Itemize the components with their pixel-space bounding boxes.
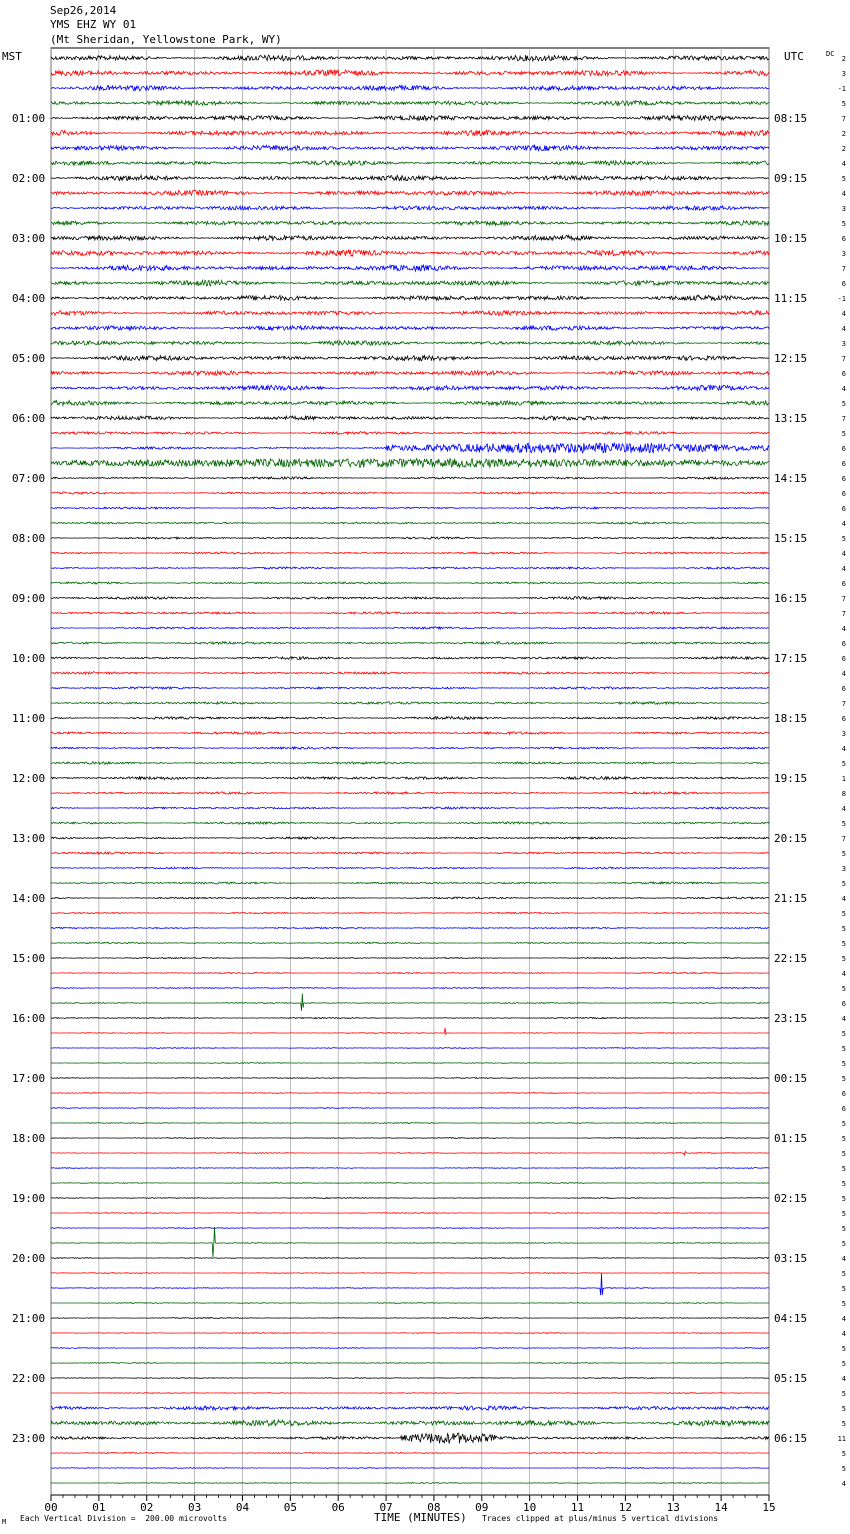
trace-row bbox=[51, 777, 769, 780]
trace-row bbox=[51, 1048, 769, 1049]
mst-hour-label: 10:00 bbox=[12, 652, 46, 665]
trace-row bbox=[51, 1406, 769, 1410]
dc-offset-label: 6 bbox=[841, 475, 846, 483]
trace-row bbox=[51, 1213, 769, 1214]
dc-offset-label: 6 bbox=[841, 1105, 846, 1113]
x-tick-label: 10 bbox=[523, 1501, 537, 1514]
dc-offset-label: 4 bbox=[841, 325, 846, 333]
trace-row bbox=[51, 1078, 769, 1079]
dc-offset-label: 4 bbox=[841, 805, 846, 813]
x-tick-label: 15 bbox=[762, 1501, 776, 1514]
trace-row bbox=[51, 762, 769, 764]
dc-offset-label: 5 bbox=[841, 850, 846, 858]
dc-offset-label: 5 bbox=[841, 910, 846, 918]
trace-row bbox=[51, 1274, 769, 1296]
trace-row bbox=[51, 190, 769, 196]
dc-offset-label: 4 bbox=[841, 1330, 846, 1338]
trace-row bbox=[51, 145, 769, 151]
trace-row bbox=[51, 822, 769, 824]
trace-row bbox=[51, 852, 769, 854]
trace-row bbox=[51, 807, 769, 809]
dc-offset-label: 5 bbox=[841, 535, 846, 543]
dc-offset-label: 7 bbox=[841, 700, 846, 708]
mst-hour-label: 07:00 bbox=[12, 472, 46, 485]
dc-offset-label: 5 bbox=[841, 1390, 846, 1398]
trace-row bbox=[51, 1108, 769, 1109]
dc-offset-label: 5 bbox=[841, 1360, 846, 1368]
mst-hour-label: 06:00 bbox=[12, 412, 46, 425]
utc-hour-label: 12:15 bbox=[774, 352, 808, 365]
trace-row bbox=[51, 250, 769, 256]
dc-offset-label: 2 bbox=[841, 145, 846, 153]
mst-hour-label: 19:00 bbox=[12, 1192, 46, 1205]
dc-offset-label: 3 bbox=[841, 340, 846, 348]
x-tick-label: 06 bbox=[331, 1501, 345, 1514]
trace-row bbox=[51, 1123, 769, 1124]
dc-offset-label: 5 bbox=[841, 1210, 846, 1218]
dc-offset-label: 4 bbox=[841, 550, 846, 558]
trace-row bbox=[51, 1452, 769, 1453]
dc-offset-label: 6 bbox=[841, 460, 846, 468]
dc-offset-label: 4 bbox=[841, 160, 846, 168]
station-code: YMS EHZ WY 01 bbox=[50, 18, 137, 31]
x-tick-label: 13 bbox=[666, 1501, 680, 1514]
trace-row bbox=[51, 1258, 769, 1259]
x-axis-title: TIME (MINUTES) bbox=[374, 1511, 467, 1524]
utc-hour-label: 05:15 bbox=[774, 1372, 808, 1385]
dc-offset-label: 7 bbox=[841, 610, 846, 618]
trace-row bbox=[51, 1333, 769, 1334]
trace-row bbox=[51, 537, 769, 539]
trace-row bbox=[51, 747, 769, 749]
x-tick-label: 07 bbox=[379, 1501, 393, 1514]
dc-offset-label: 5 bbox=[841, 400, 846, 408]
dc-offset-label: 6 bbox=[841, 235, 846, 243]
trace-row bbox=[51, 627, 769, 629]
dc-offset-label: 4 bbox=[841, 385, 846, 393]
right-timezone-label: UTC bbox=[784, 50, 804, 63]
x-tick-label: 05 bbox=[283, 1501, 297, 1514]
trace-row bbox=[51, 567, 769, 569]
utc-hour-label: 03:15 bbox=[774, 1252, 808, 1265]
x-tick-label: 04 bbox=[235, 1501, 250, 1514]
trace-row bbox=[51, 295, 769, 300]
dc-offset-label: 4 bbox=[841, 1255, 846, 1263]
trace-row bbox=[51, 702, 769, 705]
dc-offset-label: 5 bbox=[841, 1060, 846, 1068]
trace-row bbox=[51, 1183, 769, 1184]
trace-row bbox=[51, 85, 769, 90]
dc-offset-label: 6 bbox=[841, 445, 846, 453]
utc-hour-label: 02:15 bbox=[774, 1192, 808, 1205]
dc-offset-label: 6 bbox=[841, 580, 846, 588]
trace-row bbox=[51, 897, 769, 899]
dc-offset-label: 5 bbox=[841, 985, 846, 993]
trace-row bbox=[51, 642, 769, 645]
mst-hour-label: 22:00 bbox=[12, 1372, 46, 1385]
dc-offset-label: 5 bbox=[841, 1150, 846, 1158]
trace-row bbox=[51, 1378, 769, 1379]
trace-row bbox=[51, 582, 769, 584]
dc-offset-label: 5 bbox=[841, 1165, 846, 1173]
trace-row bbox=[51, 115, 769, 120]
mst-hour-label: 12:00 bbox=[12, 772, 46, 785]
trace-row bbox=[51, 175, 769, 180]
dc-offset-label: 4 bbox=[841, 970, 846, 978]
mst-hour-label: 23:00 bbox=[12, 1432, 46, 1445]
dc-offset-label: 6 bbox=[841, 640, 846, 648]
mst-hour-label: 11:00 bbox=[12, 712, 46, 725]
utc-hour-label: 13:15 bbox=[774, 412, 808, 425]
dc-offset-label: 7 bbox=[841, 265, 846, 273]
dc-offset-label: 5 bbox=[841, 430, 846, 438]
trace-row bbox=[51, 371, 769, 376]
trace-row bbox=[51, 867, 769, 869]
trace-row bbox=[51, 1303, 769, 1304]
trace-row bbox=[51, 385, 769, 390]
trace-row bbox=[51, 1273, 769, 1274]
trace-row bbox=[51, 957, 769, 958]
trace-row bbox=[51, 597, 769, 600]
dc-offset-label: 7 bbox=[841, 415, 846, 423]
trace-row bbox=[51, 1348, 769, 1349]
dc-offset-label: 6 bbox=[841, 715, 846, 723]
dc-offset-label: 4 bbox=[841, 895, 846, 903]
mst-hour-label: 13:00 bbox=[12, 832, 46, 845]
trace-row bbox=[51, 459, 769, 468]
trace-row bbox=[51, 1028, 769, 1035]
x-tick-label: 08 bbox=[427, 1501, 441, 1514]
trace-row bbox=[51, 416, 769, 420]
dc-offset-label: 7 bbox=[841, 355, 846, 363]
dc-offset-label: 5 bbox=[841, 1195, 846, 1203]
trace-row bbox=[51, 552, 769, 554]
trace-row bbox=[51, 1318, 769, 1319]
trace-row bbox=[51, 341, 769, 346]
dc-offset-label: 4 bbox=[841, 625, 846, 633]
trace-row bbox=[51, 987, 769, 988]
trace-row bbox=[51, 732, 769, 735]
dc-offset-label: 5 bbox=[841, 1045, 846, 1053]
trace-row bbox=[51, 55, 769, 61]
dc-offset-label: 3 bbox=[841, 205, 846, 213]
trace-row bbox=[51, 1228, 769, 1229]
mst-hour-label: 14:00 bbox=[12, 892, 46, 905]
trace-row bbox=[51, 1483, 769, 1484]
dc-offset-label: 4 bbox=[841, 1375, 846, 1383]
dc-offset-label: 5 bbox=[841, 1270, 846, 1278]
trace-row bbox=[51, 235, 769, 240]
trace-row bbox=[51, 1093, 769, 1094]
trace-row bbox=[51, 1433, 769, 1444]
mst-hour-label: 16:00 bbox=[12, 1012, 46, 1025]
utc-hour-label: 01:15 bbox=[774, 1132, 808, 1145]
x-tick-label: 03 bbox=[187, 1501, 202, 1514]
dc-offset-label: 5 bbox=[841, 1075, 846, 1083]
dc-offset-label: 6 bbox=[841, 370, 846, 378]
dc-offset-label: 6 bbox=[841, 490, 846, 498]
utc-hour-label: 04:15 bbox=[774, 1312, 808, 1325]
clip-note: Traces clipped at plus/minus 5 vertical divisions bbox=[482, 1514, 719, 1523]
dc-offset-label: 5 bbox=[841, 955, 846, 963]
dc-offset-label: 5 bbox=[841, 1300, 846, 1308]
trace-row bbox=[51, 206, 769, 211]
dc-offset-label: 3 bbox=[841, 250, 846, 258]
footer-mark: M bbox=[2, 1518, 7, 1526]
dc-offset-label: 5 bbox=[841, 820, 846, 828]
trace-row bbox=[51, 994, 769, 1011]
dc-offset-label: 3 bbox=[841, 730, 846, 738]
utc-hour-label: 18:15 bbox=[774, 712, 808, 725]
scale-note: Each Vertical Division = 200.00 microvolts bbox=[20, 1514, 228, 1523]
dc-offset-label: 5 bbox=[841, 1285, 846, 1293]
dc-offset-label: 6 bbox=[841, 280, 846, 288]
trace-row bbox=[51, 972, 769, 973]
trace-row bbox=[51, 1468, 769, 1469]
trace-row bbox=[51, 443, 769, 453]
x-tick-label: 12 bbox=[618, 1501, 633, 1514]
trace-row bbox=[51, 1198, 769, 1199]
trace-row bbox=[51, 717, 769, 720]
trace-row bbox=[51, 1420, 769, 1426]
dc-offset-label: 8 bbox=[841, 790, 846, 798]
dc-offset-label: -1 bbox=[837, 295, 846, 303]
trace-row bbox=[51, 927, 769, 929]
trace-row bbox=[51, 612, 769, 615]
dc-offset-label: 3 bbox=[841, 865, 846, 873]
utc-hour-label: 19:15 bbox=[774, 772, 808, 785]
trace-row bbox=[51, 1017, 769, 1018]
mst-hour-label: 02:00 bbox=[12, 172, 46, 185]
utc-hour-label: 16:15 bbox=[774, 592, 808, 605]
x-tick-label: 02 bbox=[140, 1501, 154, 1514]
dc-offset-label: 4 bbox=[841, 1480, 846, 1488]
dc-offset-label: 1 bbox=[841, 775, 846, 783]
trace-row bbox=[51, 837, 769, 839]
trace-row bbox=[51, 326, 769, 331]
trace-row bbox=[51, 70, 769, 76]
dc-offset-label: 5 bbox=[841, 175, 846, 183]
x-tick-label: 00 bbox=[44, 1501, 58, 1514]
dc-offset-label: 7 bbox=[841, 835, 846, 843]
trace-row bbox=[51, 882, 769, 884]
x-tick-label: 14 bbox=[714, 1501, 728, 1514]
utc-hour-label: 00:15 bbox=[774, 1072, 808, 1085]
trace-row bbox=[51, 130, 769, 136]
trace-row bbox=[51, 492, 769, 494]
mst-hour-label: 09:00 bbox=[12, 592, 46, 605]
mst-hour-label: 04:00 bbox=[12, 292, 46, 305]
trace-row bbox=[51, 1063, 769, 1064]
dc-offset-label: 5 bbox=[841, 100, 846, 108]
dc-offset-label: 5 bbox=[841, 220, 846, 228]
trace-row bbox=[51, 942, 769, 944]
plot-frame bbox=[51, 48, 769, 1495]
trace-row bbox=[51, 1363, 769, 1364]
utc-hour-label: 10:15 bbox=[774, 232, 808, 245]
dc-offset-label: 2 bbox=[841, 130, 846, 138]
left-timezone-label: MST bbox=[2, 50, 22, 63]
trace-row bbox=[51, 657, 769, 660]
dc-offset-label: 5 bbox=[841, 940, 846, 948]
dc-offset-label: 4 bbox=[841, 310, 846, 318]
plot-date: Sep26,2014 bbox=[50, 4, 117, 17]
trace-row bbox=[51, 101, 769, 106]
dc-offset-label: 4 bbox=[841, 520, 846, 528]
trace-row bbox=[51, 161, 769, 166]
dc-offset-label: 5 bbox=[841, 1450, 846, 1458]
dc-offset-label: 5 bbox=[841, 1180, 846, 1188]
station-location: (Mt Sheridan, Yellowstone Park, WY) bbox=[50, 33, 282, 46]
dc-offset-label: 4 bbox=[841, 1315, 846, 1323]
trace-row bbox=[51, 1168, 769, 1169]
mst-hour-label: 08:00 bbox=[12, 532, 46, 545]
utc-hour-label: 15:15 bbox=[774, 532, 808, 545]
utc-hour-label: 08:15 bbox=[774, 112, 808, 125]
x-tick-label: 09 bbox=[475, 1501, 489, 1514]
dc-offset-label: 4 bbox=[841, 565, 846, 573]
trace-row bbox=[51, 522, 769, 524]
trace-row bbox=[51, 912, 769, 913]
trace-row bbox=[51, 1393, 769, 1394]
trace-row bbox=[51, 355, 769, 360]
dc-offset-label: 2 bbox=[841, 55, 846, 63]
dc-offset-label: 5 bbox=[841, 880, 846, 888]
utc-hour-label: 23:15 bbox=[774, 1012, 808, 1025]
dc-offset-label: 11 bbox=[837, 1435, 846, 1443]
dc-offset-label: 5 bbox=[841, 1345, 846, 1353]
utc-hour-label: 11:15 bbox=[774, 292, 808, 305]
trace-row bbox=[51, 672, 769, 675]
utc-hour-label: 14:15 bbox=[774, 472, 808, 485]
mst-hour-label: 21:00 bbox=[12, 1312, 46, 1325]
mst-hour-label: 01:00 bbox=[12, 112, 46, 125]
trace-row bbox=[51, 792, 769, 794]
dc-column-label: DC bbox=[826, 50, 835, 58]
utc-hour-label: 21:15 bbox=[774, 892, 808, 905]
trace-row bbox=[51, 687, 769, 689]
dc-offset-label: 3 bbox=[841, 70, 846, 78]
dc-offset-label: 6 bbox=[841, 655, 846, 663]
dc-offset-label: 7 bbox=[841, 595, 846, 603]
dc-offset-label: 5 bbox=[841, 1120, 846, 1128]
dc-offset-label: 5 bbox=[841, 760, 846, 768]
trace-row bbox=[51, 1151, 769, 1155]
mst-hour-label: 17:00 bbox=[12, 1072, 46, 1085]
dc-offset-label: 4 bbox=[841, 1015, 846, 1023]
trace-row bbox=[51, 1138, 769, 1139]
dc-offset-label: 5 bbox=[841, 1225, 846, 1233]
dc-offset-label: 6 bbox=[841, 1000, 846, 1008]
trace-row bbox=[51, 507, 769, 509]
dc-offset-label: 5 bbox=[841, 1420, 846, 1428]
trace-row bbox=[51, 477, 769, 479]
trace-row bbox=[51, 1227, 769, 1257]
dc-offset-label: 4 bbox=[841, 745, 846, 753]
x-tick-label: 11 bbox=[570, 1501, 585, 1514]
mst-hour-label: 18:00 bbox=[12, 1132, 46, 1145]
trace-row bbox=[51, 311, 769, 316]
dc-offset-label: 5 bbox=[841, 1135, 846, 1143]
dc-offset-label: -1 bbox=[837, 85, 846, 93]
trace-row bbox=[51, 265, 769, 271]
x-tick-label: 01 bbox=[92, 1501, 106, 1514]
dc-offset-label: 5 bbox=[841, 1405, 846, 1413]
utc-hour-label: 17:15 bbox=[774, 652, 808, 665]
dc-offset-label: 5 bbox=[841, 1240, 846, 1248]
utc-hour-label: 20:15 bbox=[774, 832, 808, 845]
dc-offset-label: 4 bbox=[841, 670, 846, 678]
mst-hour-label: 20:00 bbox=[12, 1252, 46, 1265]
utc-hour-label: 09:15 bbox=[774, 172, 808, 185]
mst-hour-label: 03:00 bbox=[12, 232, 46, 245]
dc-offset-label: 4 bbox=[841, 190, 846, 198]
dc-offset-label: 7 bbox=[841, 115, 846, 123]
dc-offset-label: 6 bbox=[841, 685, 846, 693]
mst-hour-label: 15:00 bbox=[12, 952, 46, 965]
dc-offset-label: 5 bbox=[841, 925, 846, 933]
utc-hour-label: 22:15 bbox=[774, 952, 808, 965]
dc-offset-label: 5 bbox=[841, 1465, 846, 1473]
trace-row bbox=[51, 280, 769, 286]
trace-row bbox=[51, 432, 769, 435]
dc-offset-label: 6 bbox=[841, 1090, 846, 1098]
utc-hour-label: 06:15 bbox=[774, 1432, 808, 1445]
trace-row bbox=[51, 401, 769, 406]
dc-offset-label: 6 bbox=[841, 505, 846, 513]
trace-row bbox=[51, 221, 769, 226]
mst-hour-label: 05:00 bbox=[12, 352, 46, 365]
dc-offset-label: 5 bbox=[841, 1030, 846, 1038]
